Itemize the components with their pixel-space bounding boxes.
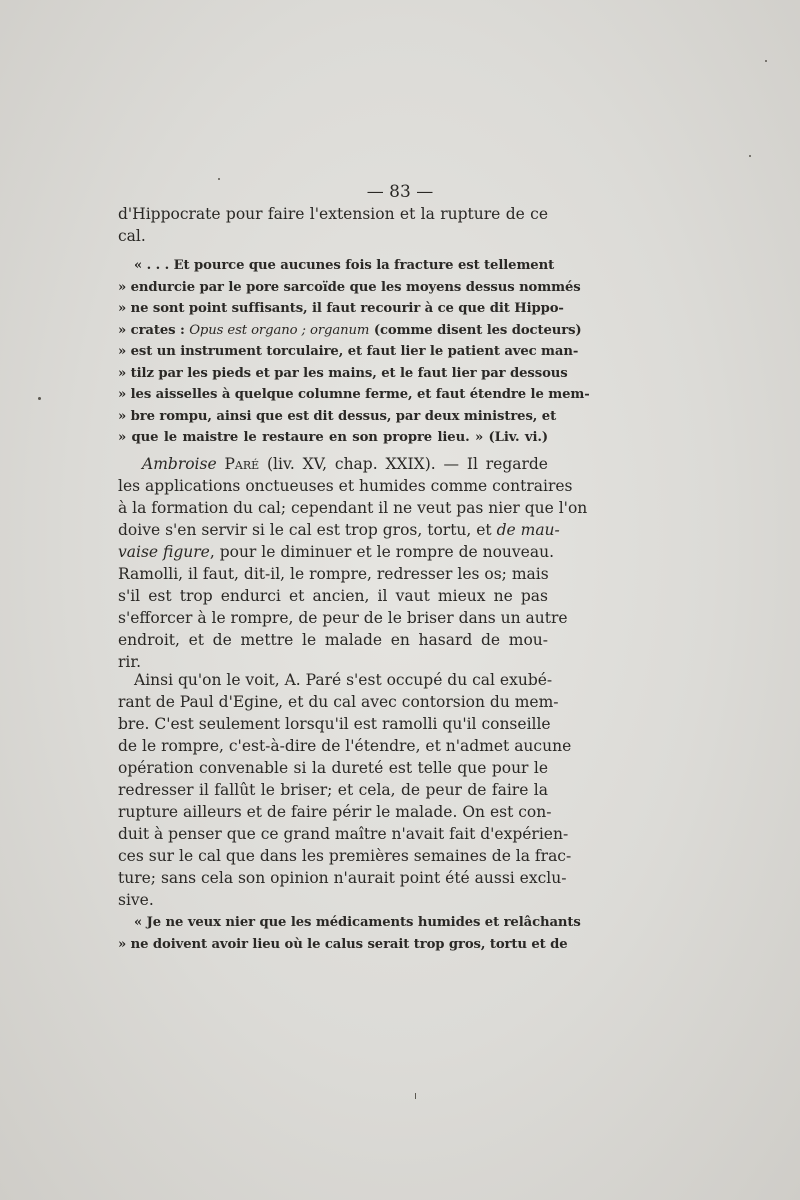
italic-phrase: de mau- <box>496 521 560 539</box>
author-first-name: Ambroise <box>142 455 217 473</box>
italic-latin-phrase: Opus est organo ; organum <box>189 322 370 338</box>
text-line: Ramolli, il faut, dit-il, le rompre, redresser les os; mais <box>118 565 549 583</box>
paper-speck <box>765 60 767 62</box>
text-line-with-name <box>118 453 548 475</box>
text-line: s'il est trop endurci et ancien, il vaut mieux ne pas <box>118 587 548 605</box>
text-line: les applications onctueuses et humides comme contraires <box>118 477 573 495</box>
italic-phrase: vaise figure <box>118 543 210 561</box>
text-line: ces sur le cal que dans les premières semaines de la frac- <box>118 847 572 865</box>
paper-speck <box>415 1093 416 1099</box>
text-line: s'efforcer à le rompre, de peur de le briser dans un autre <box>118 609 568 627</box>
text-line: » ne sont point suffisants, il faut recourir à ce que dit Hippo- <box>118 301 564 316</box>
paper-speck <box>38 397 41 400</box>
intro-paragraph <box>118 203 548 247</box>
text-line: redresser il fallût le briser; et cela, de peur de faire la <box>118 781 548 799</box>
text-segment: , pour le diminuer et le rompre de nouveau. <box>209 543 554 561</box>
page-number: — 83 — <box>366 182 434 202</box>
text-line: Ainsi qu'on le voit, A. Paré s'est occupé du cal exubé- <box>134 671 553 689</box>
text-line: sive. <box>118 891 154 909</box>
text-line: » ne doivent avoir lieu où le calus serait trop gros, tortu et de <box>118 936 568 952</box>
text-line: d'Hippocrate pour faire l'extension et la rupture de ce <box>118 205 548 223</box>
text-line: » que le maistre le restaure en son propre lieu. » (Liv. vi.) <box>118 430 548 445</box>
text-line: opération convenable si la dureté est telle que pour le <box>118 759 548 777</box>
text-line: » tilz par les pieds et par les mains, et le faut lier par dessous <box>118 365 568 381</box>
text-segment: (comme disent les docteurs) <box>369 322 582 338</box>
text-line: duit à penser que ce grand maître n'avait fait d'expérien- <box>118 825 569 843</box>
text-line: « Je ne veux nier que les médicaments humides et relâchants <box>134 915 581 930</box>
text-segment: » crates : <box>118 322 190 338</box>
text-line: bre. C'est seulement lorsqu'il est ramolli qu'il conseille <box>118 715 551 733</box>
quotation-block-1 <box>118 255 590 449</box>
paper-speck <box>749 155 751 157</box>
text-line: endroit, et de mettre le malade en hasard de mou- <box>118 631 548 649</box>
text-line: » endurcie par le pore sarcoïde que les moyens dessus nommés <box>118 279 581 295</box>
text-line: « . . . Et pource que aucunes fois la fracture est tellement <box>134 258 555 273</box>
author-last-name: Paré <box>224 455 260 473</box>
text-line-with-italic <box>118 519 560 541</box>
text-line: rant de Paul d'Egine, et du cal avec contorsion du mem- <box>118 693 559 711</box>
text-line: cal. <box>118 227 146 245</box>
text-line-with-italic <box>118 320 582 342</box>
pare-paragraph <box>118 453 588 673</box>
text-line: de le rompre, c'est-à-dire de l'étendre, et n'admet aucune <box>118 737 572 755</box>
text-line: » les aisselles à quelque columne ferme, et faut étendre le mem- <box>118 387 590 402</box>
text-line-with-italic <box>118 541 554 563</box>
ainsi-paragraph <box>118 669 572 911</box>
text-segment: doive s'en servir si le cal est trop gros, tortu, et <box>118 521 497 539</box>
text-line: rupture ailleurs et de faire périr le malade. On est con- <box>118 803 552 821</box>
text-line: rir. <box>118 653 142 671</box>
text-line: à la formation du cal; cependant il ne veut pas nier que l'on <box>118 499 588 517</box>
text-line: » est un instrument torculaire, et faut lier le patient avec man- <box>118 344 579 359</box>
quotation-block-2 <box>118 912 581 955</box>
text-line: » bre rompu, ainsi que est dit dessus, par deux ministres, et <box>118 408 557 424</box>
text-line: ture; sans cela son opinion n'aurait point été aussi exclu- <box>118 869 567 887</box>
paper-speck <box>218 178 220 180</box>
text-segment: (liv. XV, chap. XXIX). — Il regarde <box>259 455 548 473</box>
